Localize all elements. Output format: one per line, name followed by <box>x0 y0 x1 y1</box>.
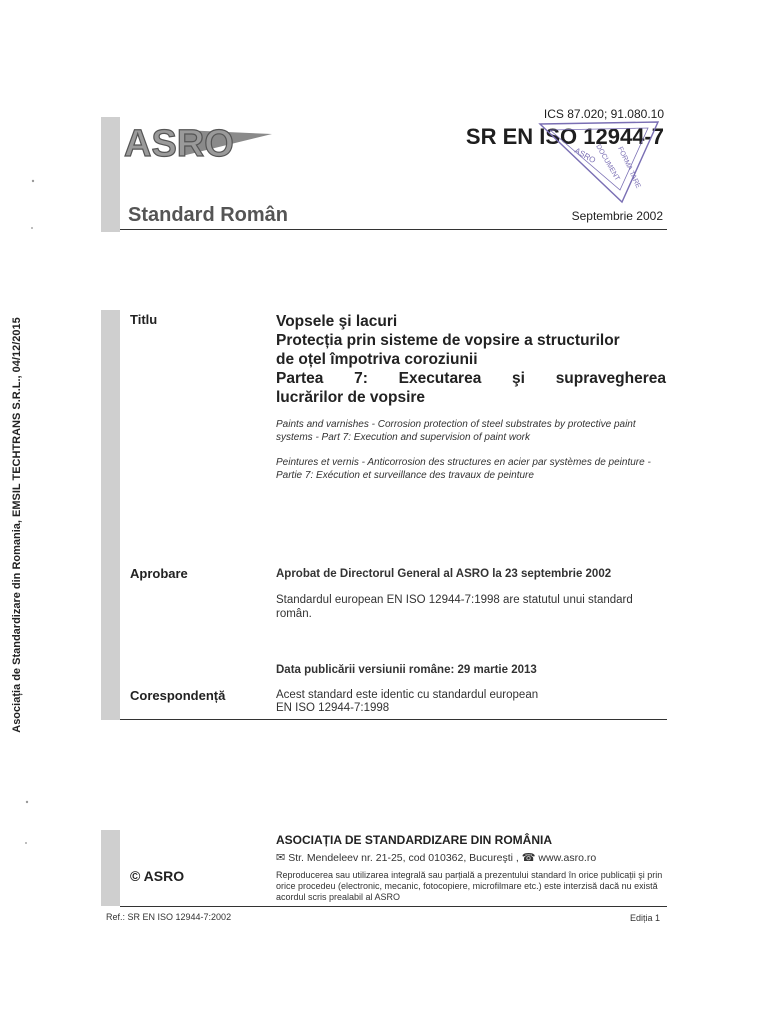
title-word: şi <box>512 370 525 387</box>
side-text: Asociația de Standardizare din Romania, EMSIL TECHTRANS S.R.L., 04/12/2015 <box>11 317 23 733</box>
title-romanian <box>276 312 666 407</box>
header-divider <box>120 229 667 230</box>
approval-label: Aprobare <box>130 566 188 581</box>
correspondence-label: Corespondență <box>130 688 226 703</box>
approval-line: Aprobat de Directorul General al ASRO la 23 septembrie 2002 <box>276 568 612 580</box>
envelope-icon: ✉ <box>276 852 286 864</box>
website-link[interactable]: www.asro.ro <box>538 852 597 864</box>
title-label: Titlu <box>130 312 158 327</box>
publication-date: Data publicării versiunii române: 29 martie 2013 <box>276 664 537 676</box>
title-ro-line: lucrărilor de vopsire <box>276 389 426 406</box>
standard-code: SR EN ISO 12944-7 <box>465 124 664 149</box>
body-divider <box>120 719 667 720</box>
footer-divider <box>120 906 667 907</box>
title-word: Executarea <box>398 370 482 387</box>
ics-code: ICS 87.020; 91.080.10 <box>543 107 664 121</box>
body-gray-bar <box>101 310 120 720</box>
correspondence-line: EN ISO 12944-7:1998 <box>276 702 390 714</box>
title-ro-line-justified <box>276 369 666 388</box>
title-english: Paints and varnishes - Corrosion protection of steel substrates by protective paint systems - Part 7: Execution and supervision of paint work <box>276 419 636 443</box>
title-word: supravegherea <box>555 370 666 387</box>
approval-status: Standardul european EN ISO 12944-7:1998 are statutul unui standard român. <box>276 594 633 620</box>
title-word: Partea <box>276 370 324 387</box>
copyright: © ASRO <box>130 868 185 884</box>
stamp-line3: FORMA TARE <box>616 145 642 190</box>
logo-text: ASRO <box>124 123 234 165</box>
phone-icon: ☎ <box>521 852 536 864</box>
correspondence-text <box>276 689 666 715</box>
stamp-line2: DOCUMENT <box>594 143 621 183</box>
reproduction-notice: Reproducerea sau utilizarea integrală sau parțială a prezentului standard în orice publicații şi prin orice procedeu (electronic, mecanic, fotocopiere, microfilmare etc.) este interzisă dacă nu există acordul scris prealabil al ASRO <box>276 870 663 902</box>
edition: Ediția 1 <box>629 913 660 923</box>
address-line <box>276 851 596 864</box>
side-watermark-text <box>8 316 26 734</box>
correspondence-line: Acest standard este identic cu standardul european <box>276 689 539 701</box>
title-french: Peintures et vernis - Anticorrosion des structures en acier par systèmes de peinture - Partie 7: Exécution et surveillance des travaux de peinture <box>276 457 651 481</box>
address-text: Str. Mendeleev nr. 21-25, cod 010362, Bucureşti , <box>288 852 519 864</box>
title-word: 7: <box>354 370 368 387</box>
title-ro-line: Vopsele şi lacuri <box>276 313 398 330</box>
footer-gray-bar <box>101 830 120 906</box>
title-ro-line: de oțel împotriva coroziunii <box>276 351 478 368</box>
title-ro-line: Protecția prin sisteme de vopsire a structurilor <box>276 332 620 349</box>
stamp-icon <box>534 118 664 208</box>
reference: Ref.: SR EN ISO 12944-7:2002 <box>106 912 232 922</box>
asro-logo-icon <box>122 116 272 168</box>
issue-date: Septembrie 2002 <box>571 209 663 223</box>
header-gray-bar <box>101 117 120 232</box>
stamp-line1: ASRO <box>573 145 598 166</box>
organization-name: ASOCIAȚIA DE STANDARDIZARE DIN ROMÂNIA <box>276 833 552 847</box>
doc-type: Standard Român <box>128 204 289 226</box>
